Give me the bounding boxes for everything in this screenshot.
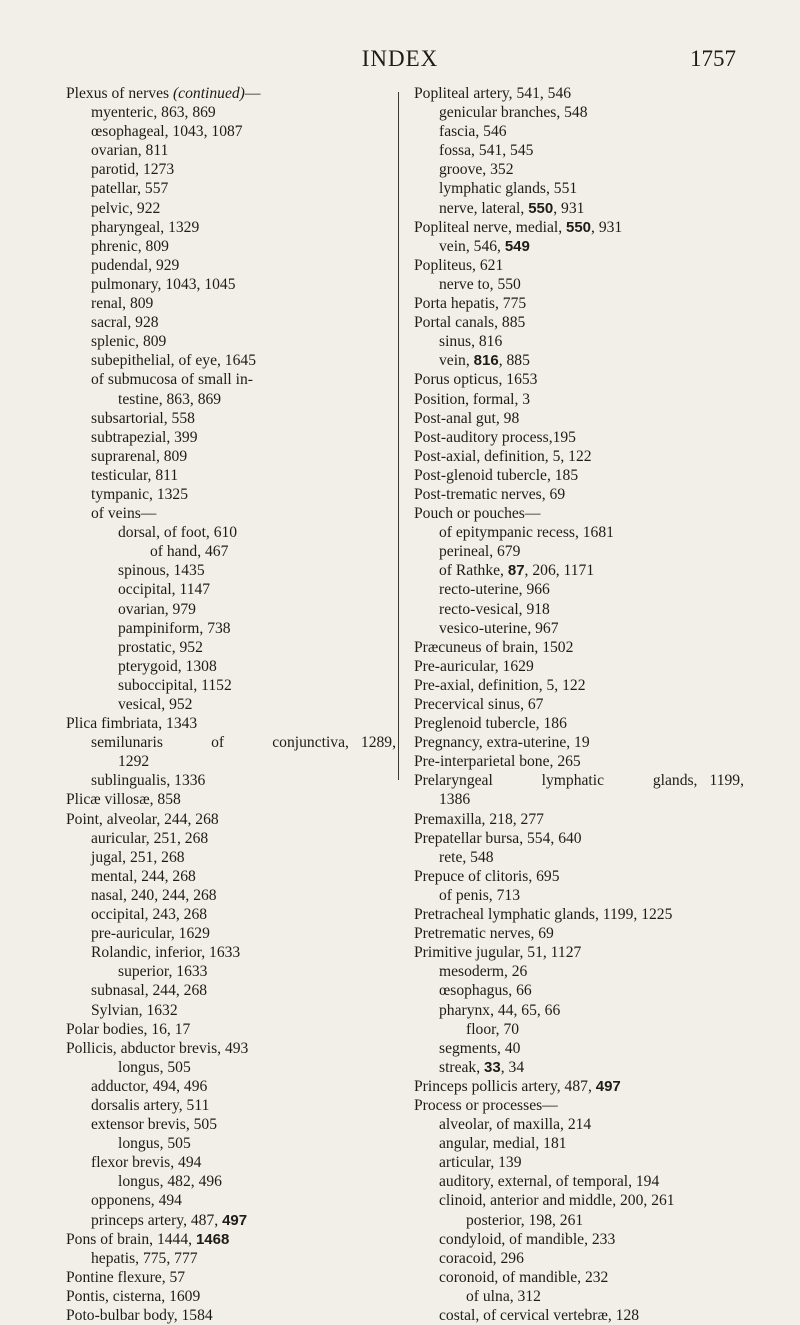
- index-entry: Plexus of nerves (continued)—: [66, 85, 261, 102]
- index-entry: subepithelial, of eye, 1645: [91, 352, 256, 370]
- index-entry: mental, 244, 268: [91, 867, 196, 885]
- index-entry: of penis, 713: [439, 886, 520, 904]
- index-entry: Pontine flexure, 57: [66, 1268, 186, 1286]
- index-entry: Poto-bulbar body, 1584: [66, 1307, 213, 1324]
- index-entry: Pregnancy, extra-uterine, 19: [414, 734, 590, 752]
- index-entry: genicular branches, 548: [439, 104, 588, 122]
- index-entry: subtrapezial, 399: [91, 428, 198, 446]
- index-entry: auricular, 251, 268: [91, 829, 209, 847]
- index-entry: angular, medial, 181: [439, 1135, 567, 1153]
- index-entry: groove, 352: [439, 161, 514, 179]
- index-entry: rete, 548: [439, 848, 494, 866]
- index-entry: of ulna, 312: [466, 1287, 541, 1305]
- index-entry: Post-trematic nerves, 69: [414, 485, 566, 503]
- index-entry: pharyngeal, 1329: [91, 218, 200, 236]
- index-entry: longus, 505: [118, 1135, 191, 1153]
- index-entry: streak, 33, 34: [439, 1058, 525, 1076]
- index-entry: opponens, 494: [91, 1192, 182, 1210]
- index-entry: phrenic, 809: [91, 237, 169, 255]
- index-entry: pterygoid, 1308: [118, 657, 217, 675]
- index-entry: auditory, external, of temporal, 194: [439, 1173, 660, 1191]
- index-entry: Prepuce of clitoris, 695: [414, 867, 560, 885]
- index-entry: of veins—: [91, 505, 157, 523]
- index-entry: suboccipital, 1152: [118, 676, 232, 694]
- index-entry: Post-anal gut, 98: [414, 409, 520, 427]
- index-entry: longus, 482, 496: [118, 1173, 222, 1191]
- index-entry: Pre-auricular, 1629: [414, 657, 534, 675]
- index-entry: parotid, 1273: [91, 161, 175, 179]
- index-entry: lymphatic glands, 551: [439, 180, 578, 198]
- index-entry: recto-vesical, 918: [439, 600, 550, 618]
- index-entry: superior, 1633: [118, 963, 208, 981]
- index-entry: occipital, 243, 268: [91, 906, 208, 924]
- index-entry: vesical, 952: [118, 696, 193, 713]
- index-entry: pulmonary, 1043, 1045: [91, 275, 236, 293]
- index-column-left: [66, 84, 396, 1325]
- index-entry: floor, 70: [466, 1020, 520, 1038]
- index-entry: vesico-uterine, 967: [439, 619, 559, 637]
- index-entry: 1386: [439, 791, 471, 809]
- index-entry: Post-axial, definition, 5, 122: [414, 447, 592, 465]
- index-entry: longus, 505: [118, 1058, 191, 1076]
- index-entry: Point, alveolar, 244, 268: [66, 810, 219, 828]
- index-entry: Post-auditory process,195: [414, 428, 576, 446]
- index-entry: prostatic, 952: [118, 638, 203, 656]
- index-entry: Process or processes—: [414, 1096, 558, 1114]
- index-entry: vein, 816, 885: [439, 352, 530, 370]
- index-entry: sublingualis, 1336: [91, 772, 206, 790]
- index-entry: Plica fimbriata, 1343: [66, 715, 198, 733]
- index-entry: sacral, 928: [91, 314, 159, 332]
- page-header: [0, 46, 800, 76]
- index-entry: clinoid, anterior and middle, 200, 261: [439, 1192, 675, 1210]
- index-entry: fossa, 541, 545: [439, 142, 534, 160]
- index-entry: sinus, 816: [439, 333, 503, 351]
- index-entry: dorsal, of foot, 610: [118, 524, 238, 542]
- index-entry: splenic, 809: [91, 333, 167, 351]
- index-entry: 1292: [118, 753, 150, 771]
- index-entry: costal, of cervical vertebræ, 128: [439, 1307, 640, 1324]
- index-entry: Primitive jugular, 51, 1127: [414, 944, 582, 962]
- index-entry: coronoid, of mandible, 232: [439, 1268, 609, 1286]
- index-entry: flexor brevis, 494: [91, 1154, 202, 1172]
- index-entry: nerve, lateral, 550, 931: [439, 199, 585, 217]
- index-entry: Rolandic, inferior, 1633: [91, 944, 241, 962]
- index-entry: vein, 546, 549: [439, 237, 530, 255]
- index-entry: nerve to, 550: [439, 275, 521, 293]
- index-entry: Pretrematic nerves, 69: [414, 925, 554, 943]
- index-entry: subsartorial, 558: [91, 409, 195, 427]
- index-entry: Pollicis, abductor brevis, 493: [66, 1039, 249, 1057]
- index-entry: Preglenoid tubercle, 186: [414, 715, 567, 733]
- index-entry: of submucosa of small in-: [91, 371, 253, 389]
- index-entry: posterior, 198, 261: [466, 1211, 584, 1229]
- index-entry: hepatis, 775, 777: [91, 1249, 198, 1267]
- index-entry: œsophageal, 1043, 1087: [91, 123, 243, 141]
- index-entry: alveolar, of maxilla, 214: [439, 1116, 592, 1134]
- index-entry: Portal canals, 885: [414, 314, 526, 332]
- index-entry: semilunaris of conjunctiva, 1289,: [91, 734, 396, 752]
- index-entry: Precervical sinus, 67: [414, 696, 544, 713]
- index-entry: Præcuneus of brain, 1502: [414, 638, 574, 656]
- index-entry: perineal, 679: [439, 543, 521, 561]
- index-entry: pudendal, 929: [91, 256, 180, 274]
- index-entry: segments, 40: [439, 1039, 521, 1057]
- index-entry: of hand, 467: [150, 543, 229, 561]
- index-entry: testine, 863, 869: [118, 390, 222, 408]
- index-entry: renal, 809: [91, 295, 154, 313]
- index-entry: Pretracheal lymphatic glands, 1199, 1225: [414, 906, 673, 924]
- index-entry: ovarian, 979: [118, 600, 196, 618]
- index-entry: pampiniform, 738: [118, 619, 231, 637]
- index-entry: nasal, 240, 244, 268: [91, 886, 217, 904]
- index-entry: myenteric, 863, 869: [91, 104, 216, 122]
- index-entry: pelvic, 922: [91, 199, 161, 217]
- index-entry: of Rathke, 87, 206, 1171: [439, 562, 595, 580]
- index-entry: occipital, 1147: [118, 581, 211, 599]
- index-entry: Porus opticus, 1653: [414, 371, 538, 389]
- column-divider: [398, 92, 399, 780]
- index-entry: mesoderm, 26: [439, 963, 528, 981]
- index-entry: Polar bodies, 16, 17: [66, 1020, 191, 1038]
- index-entry: jugal, 251, 268: [91, 848, 185, 866]
- index-entry: Post-glenoid tubercle, 185: [414, 466, 579, 484]
- index-entry: tympanic, 1325: [91, 485, 189, 503]
- page-number: 1757: [690, 46, 736, 71]
- index-entry: recto-uterine, 966: [439, 581, 550, 599]
- index-entry: of epitympanic recess, 1681: [439, 524, 614, 542]
- index-column-right: [414, 84, 744, 1325]
- index-entry: princeps artery, 487, 497: [91, 1211, 248, 1229]
- index-entry: Pons of brain, 1444, 1468: [66, 1230, 230, 1248]
- index-entry: Pontis, cisterna, 1609: [66, 1287, 201, 1305]
- index-entry: patellar, 557: [91, 180, 169, 198]
- index-entry: extensor brevis, 505: [91, 1116, 218, 1134]
- index-entry: Prelaryngeal lymphatic glands, 1199,: [414, 772, 744, 790]
- index-entry: œsophagus, 66: [439, 982, 532, 1000]
- index-entry: dorsalis artery, 511: [91, 1096, 210, 1114]
- index-entry: Premaxilla, 218, 277: [414, 810, 544, 828]
- index-entry: Popliteal artery, 541, 546: [414, 85, 572, 102]
- index-entry: ovarian, 811: [91, 142, 169, 160]
- index-entry: Prepatellar bursa, 554, 640: [414, 829, 582, 847]
- index-entry: Plicæ villosæ, 858: [66, 791, 181, 809]
- index-entry: subnasal, 244, 268: [91, 982, 208, 1000]
- page-title: INDEX: [361, 46, 439, 71]
- index-entry: Porta hepatis, 775: [414, 295, 527, 313]
- index-entry: Popliteus, 621: [414, 256, 504, 274]
- index-entry: Pre-axial, definition, 5, 122: [414, 676, 586, 694]
- index-entry: testicular, 811: [91, 466, 179, 484]
- index-entry: Pouch or pouches—: [414, 505, 541, 523]
- index-entry: pharynx, 44, 65, 66: [439, 1001, 561, 1019]
- index-entry: Position, formal, 3: [414, 390, 531, 408]
- index-entry: Sylvian, 1632: [91, 1001, 178, 1019]
- index-entry: fascia, 546: [439, 123, 507, 141]
- index-entry: coracoid, 296: [439, 1249, 524, 1267]
- index-entry: pre-auricular, 1629: [91, 925, 210, 943]
- index-entry: Popliteal nerve, medial, 550, 931: [414, 218, 623, 236]
- index-entry: articular, 139: [439, 1154, 522, 1172]
- index-entry: Princeps pollicis artery, 487, 497: [414, 1077, 621, 1095]
- index-entry: spinous, 1435: [118, 562, 205, 580]
- index-entry: adductor, 494, 496: [91, 1077, 208, 1095]
- index-entry: Pre-interparietal bone, 265: [414, 753, 581, 771]
- index-entry: condyloid, of mandible, 233: [439, 1230, 616, 1248]
- index-entry: suprarenal, 809: [91, 447, 188, 465]
